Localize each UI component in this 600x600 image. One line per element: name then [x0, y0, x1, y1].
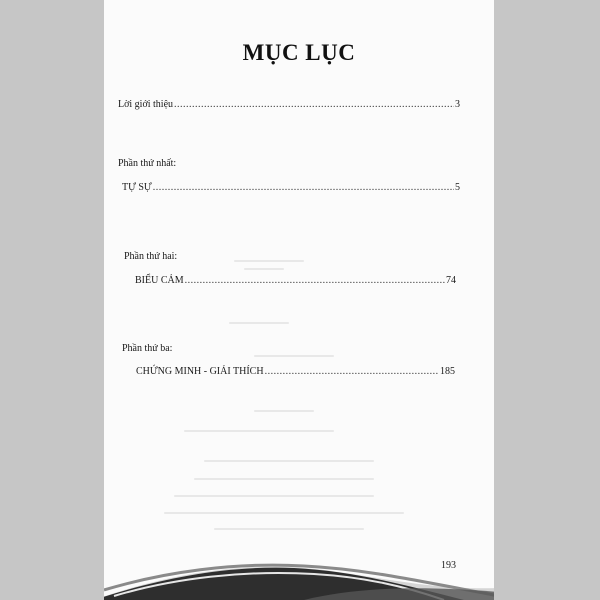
- toc-entry-label: TỰ SỰ: [122, 182, 152, 193]
- page-number: 193: [441, 560, 456, 571]
- toc-entry-page: 3: [455, 99, 460, 110]
- toc-entry-page: 185: [440, 366, 455, 377]
- part-heading: Phần thứ hai:: [124, 251, 178, 262]
- part-heading: Phần thứ nhất:: [118, 158, 177, 169]
- toc-entry-label: BIỂU CẢM: [135, 275, 184, 286]
- page-title: MỤC LỤC: [242, 40, 356, 65]
- toc-entry-label: CHỨNG MINH - GIẢI THÍCH: [136, 366, 264, 377]
- toc-entry-page: 74: [446, 275, 456, 286]
- decorative-swoosh-graphic: [104, 0, 494, 600]
- toc-entry-page: 5: [455, 182, 460, 193]
- book-page: [104, 0, 494, 600]
- part-heading: Phần thứ ba:: [122, 343, 173, 354]
- toc-entry-label: Lời giới thiệu: [118, 99, 174, 110]
